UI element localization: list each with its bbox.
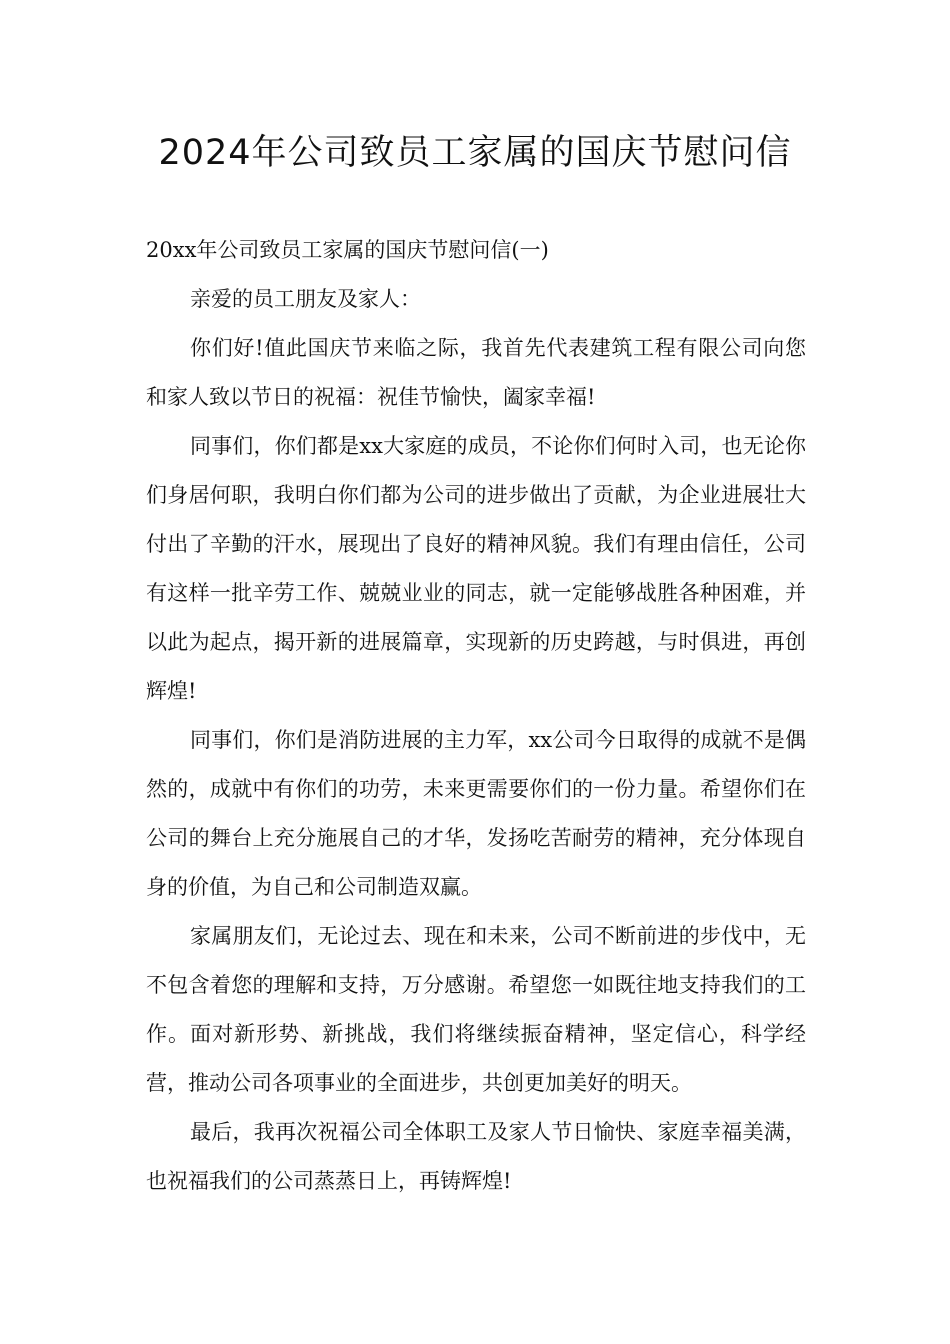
letter-body [146, 226, 806, 1206]
letter-paragraph: 同事们，你们都是xx大家庭的成员，不论你们何时入司，也无论你们身居何职，我明白你们都为公司的进步做出了贡献，为企业进展壮大付出了辛勤的汗水，展现出了良好的精神风貌。我们有理由信任，公司有这样一批辛劳工作、兢兢业业的同志，就一定能够战胜各种困难，并以此为起点，揭开新的进展篇章，实现新的历史跨越，与时俱进，再创辉煌! [146, 434, 806, 703]
letter-paragraph: 最后，我再次祝福公司全体职工及家人节日愉快、家庭幸福美满，也祝福我们的公司蒸蒸日上，再铸辉煌! [146, 1120, 806, 1193]
letter-paragraph: 家属朋友们，无论过去、现在和未来，公司不断前进的步伐中，无不包含着您的理解和支持，万分感谢。希望您一如既往地支持我们的工作。面对新形势、新挑战，我们将继续振奋精神，坚定信心，科学经营，推动公司各项事业的全面进步，共创更加美好的明天。 [146, 924, 806, 1095]
document-title: 2024年公司致员工家属的国庆节慰问信 [158, 133, 792, 173]
letter-paragraph: 你们好!值此国庆节来临之际，我首先代表建筑工程有限公司向您和家人致以节日的祝福：祝佳节愉快，阖家幸福! [146, 336, 806, 409]
letter-paragraph: 同事们，你们是消防进展的主力军，xx公司今日取得的成就不是偶然的，成就中有你们的功劳，未来更需要你们的一份力量。希望你们在公司的舞台上充分施展自己的才华，发扬吃苦耐劳的精神，充分体现自身的价值，为自己和公司制造双赢。 [146, 728, 806, 899]
letter-subtitle: 20xx年公司致员工家属的国庆节慰问信(一) [146, 238, 549, 262]
letter-greeting: 亲爱的员工朋友及家人： [190, 287, 421, 311]
